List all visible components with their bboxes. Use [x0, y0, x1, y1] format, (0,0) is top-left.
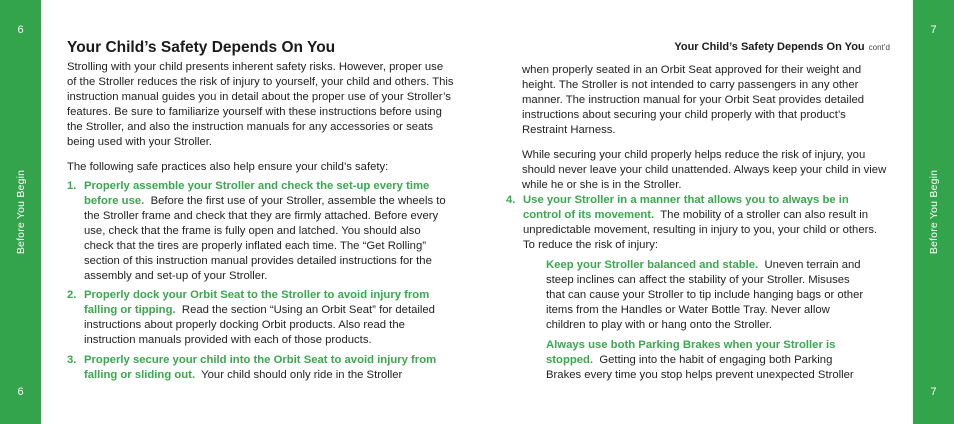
- supervision-paragraph: While securing your child properly helps reduce the risk of injury, you should never leave your child unattended. Always keep your child in view while he or she is in the Stroller.: [522, 149, 887, 191]
- item-body: Read the section “Using an Orbit Seat” for detailed instructions about properly docking Orbit products. Also read the instruction manuals provided with each of those products.: [84, 304, 435, 346]
- safety-item-3: [67, 353, 446, 383]
- sub-item-body: Getting into the habit of engaging both Parking Brakes every time you stop helps prevent unexpected Stroller: [546, 354, 854, 381]
- continued-paragraph: when properly seated in an Orbit Seat approved for their weight and height. The Stroller is not intended to carry passengers in any other manner. The instruction manual for your Orbit Seat provides detailed instructions about securing your child properly with that product’s Restraint Harness.: [522, 64, 865, 136]
- sub-item-brakes: [546, 338, 862, 383]
- sub-item-balance: [546, 258, 866, 333]
- lead-paragraph: The following safe practices also help ensure your child’s safety:: [67, 161, 389, 173]
- left-sidebar: [0, 0, 41, 424]
- sub-item-heading: Always use both Parking Brakes when your Stroller is stopped.: [546, 339, 836, 366]
- intro-paragraph: Strolling with your child presents inherent safety risks. However, proper use of the Stroller reduces the risk of injury to yourself, your child and others. This instruction manual guides you in detail about the proper use of your Stroller’s features. Be sure to familiarize yourself with these instructions before using the Stroller, and also the instruction manuals for any accessories or seats being used with your Stroller.: [67, 61, 454, 148]
- item-body: Your child should only ride in the Stroller: [201, 369, 403, 381]
- item-heading: Properly secure your child into the Orbit Seat to avoid injury from falling or sliding out.: [84, 354, 437, 381]
- safety-item-1: [67, 179, 446, 284]
- page-number-top-right: 7: [930, 24, 937, 36]
- page-title: Your Child’s Safety Depends On You: [67, 39, 336, 56]
- item-number: 2.: [67, 289, 77, 301]
- section-label-right: Before You Begin: [927, 169, 940, 255]
- item-heading: Properly dock your Orbit Seat to the Stroller to avoid injury from falling or tipping.: [84, 289, 430, 316]
- running-head-title: Your Child’s Safety Depends On You: [674, 41, 865, 53]
- item-heading: Use your Stroller in a manner that allows you to always be in control of its movement.: [523, 194, 849, 221]
- left-body: [67, 60, 455, 175]
- right-sidebar: [913, 0, 954, 424]
- sub-item-heading: Keep your Stroller balanced and stable.: [546, 259, 759, 271]
- page-number-top-left: 6: [17, 24, 24, 36]
- safety-item-4: [506, 193, 889, 253]
- item-number: 1.: [67, 180, 77, 192]
- item-number: 3.: [67, 354, 77, 366]
- sub-item-body: Uneven terrain and steep inclines can affect the stability of your Stroller. Misuses that can cause your Stroller to tip include hanging bags or other items from the Handles or Water Bottle Tray. Never allow children to play with or hang onto the Stroller.: [546, 259, 864, 331]
- right-body: [522, 63, 890, 193]
- page-number-bottom-left: 6: [17, 386, 24, 398]
- page-number-bottom-right: 7: [930, 386, 937, 398]
- item-number: 4.: [506, 194, 516, 206]
- section-label-left: Before You Begin: [14, 169, 27, 255]
- safety-item-2: [67, 288, 446, 348]
- continued-marker: cont’d: [868, 43, 890, 52]
- item-body: The mobility of a stroller can also result in unpredictable movement, resulting in injury to you, your child or others. To reduce the risk of injury:: [523, 209, 878, 251]
- item-heading: Properly assemble your Stroller and check the set-up every time before use.: [84, 180, 430, 207]
- running-head: [674, 41, 890, 53]
- item-body: Before the first use of your Stroller, assemble the wheels to the Stroller frame and check that they are firmly attached. Before every use, check that the frame is fully open and latched. You should also check that the tires are properly inflated each time. The “Get Rolling” section of this instruction manual provides detailed instructions for the assembly and set-up of your Stroller.: [84, 195, 446, 282]
